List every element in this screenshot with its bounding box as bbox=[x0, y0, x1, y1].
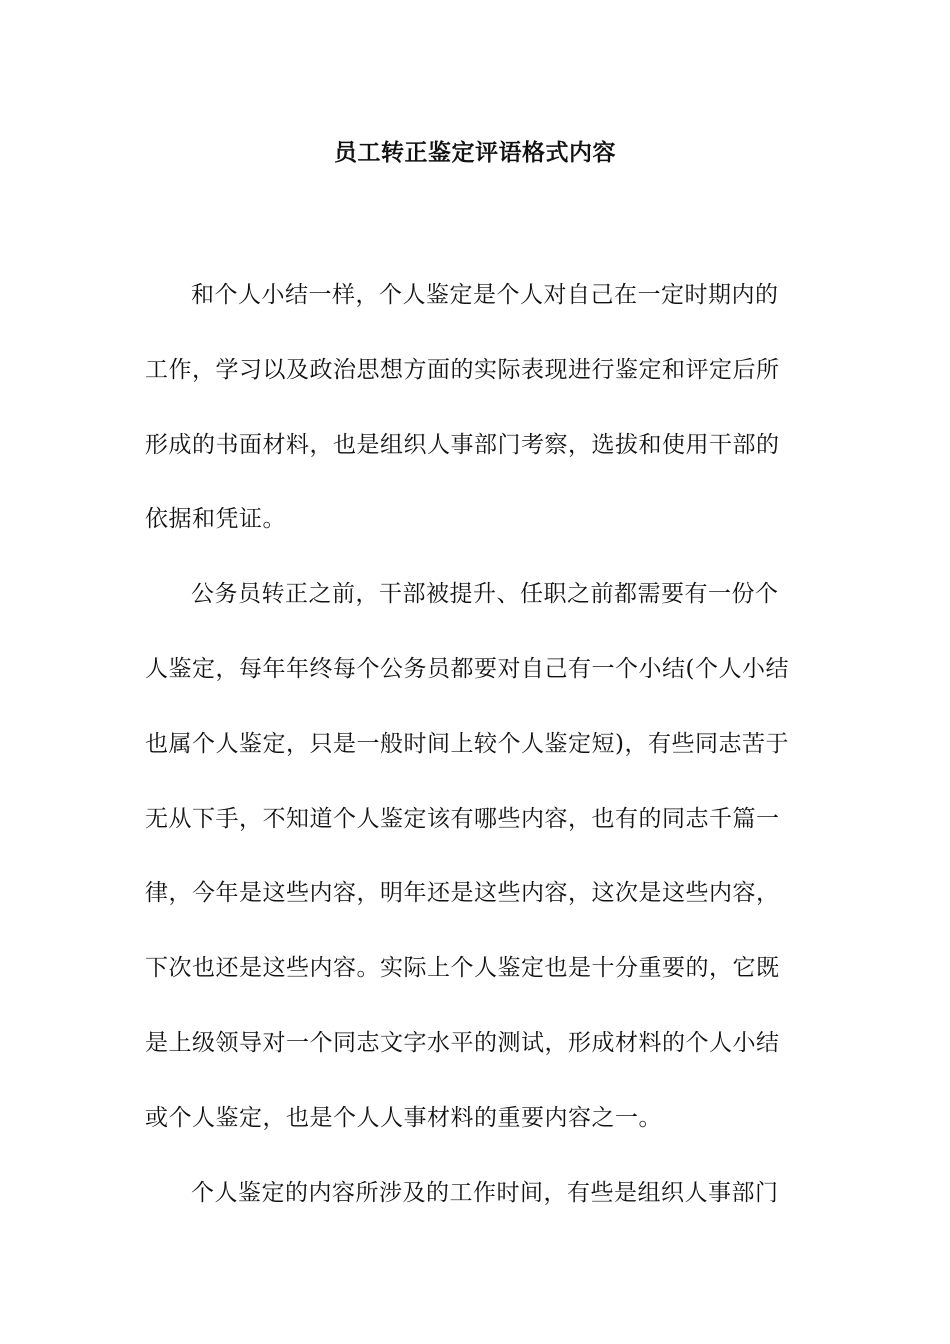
paragraph-line: 是上级领导对一个同志文字水平的测试，形成材料的个人小结 bbox=[145, 1029, 780, 1056]
paragraph-line: 无从下手，不知道个人鉴定该有哪些内容，也有的同志千篇一 bbox=[145, 805, 780, 832]
paragraph-line: 和个人小结一样，个人鉴定是个人对自己在一定时期内的 bbox=[191, 282, 779, 308]
paragraph-line: 工作，学习以及政治思想方面的实际表现进行鉴定和评定后所 bbox=[145, 356, 780, 383]
paragraph-3 bbox=[145, 1156, 805, 1231]
paragraph-line: 也属个人鉴定，只是一般时间上较个人鉴定短)，有些同志苦于 bbox=[145, 730, 789, 757]
paragraph-1 bbox=[145, 258, 805, 557]
paragraph-line: 公务员转正之前，干部被提升、任职之前都需要有一份个 bbox=[191, 581, 779, 608]
paragraph-line: 人鉴定，每年年终每个公务员都要对自己有一个小结(个人小结 bbox=[145, 655, 789, 682]
paragraph-line: 个人鉴定的内容所涉及的工作时间，有些是组织人事部门 bbox=[191, 1179, 779, 1206]
paragraph-line: 律，今年是这些内容，明年还是这些内容，这次是这些内容， bbox=[145, 880, 780, 907]
paragraph-line: 形成的书面材料，也是组织人事部门考察，选拔和使用干部的 bbox=[145, 431, 780, 458]
paragraph-line: 下次也还是这些内容。实际上个人鉴定也是十分重要的，它既 bbox=[145, 955, 780, 982]
paragraph-line: 或个人鉴定，也是个人人事材料的重要内容之一。 bbox=[145, 1104, 662, 1131]
document-body bbox=[145, 258, 805, 1230]
document-title: 员工转正鉴定评语格式内容 bbox=[334, 139, 616, 166]
paragraph-2 bbox=[145, 557, 805, 1155]
paragraph-line: 依据和凭证。 bbox=[145, 506, 286, 533]
